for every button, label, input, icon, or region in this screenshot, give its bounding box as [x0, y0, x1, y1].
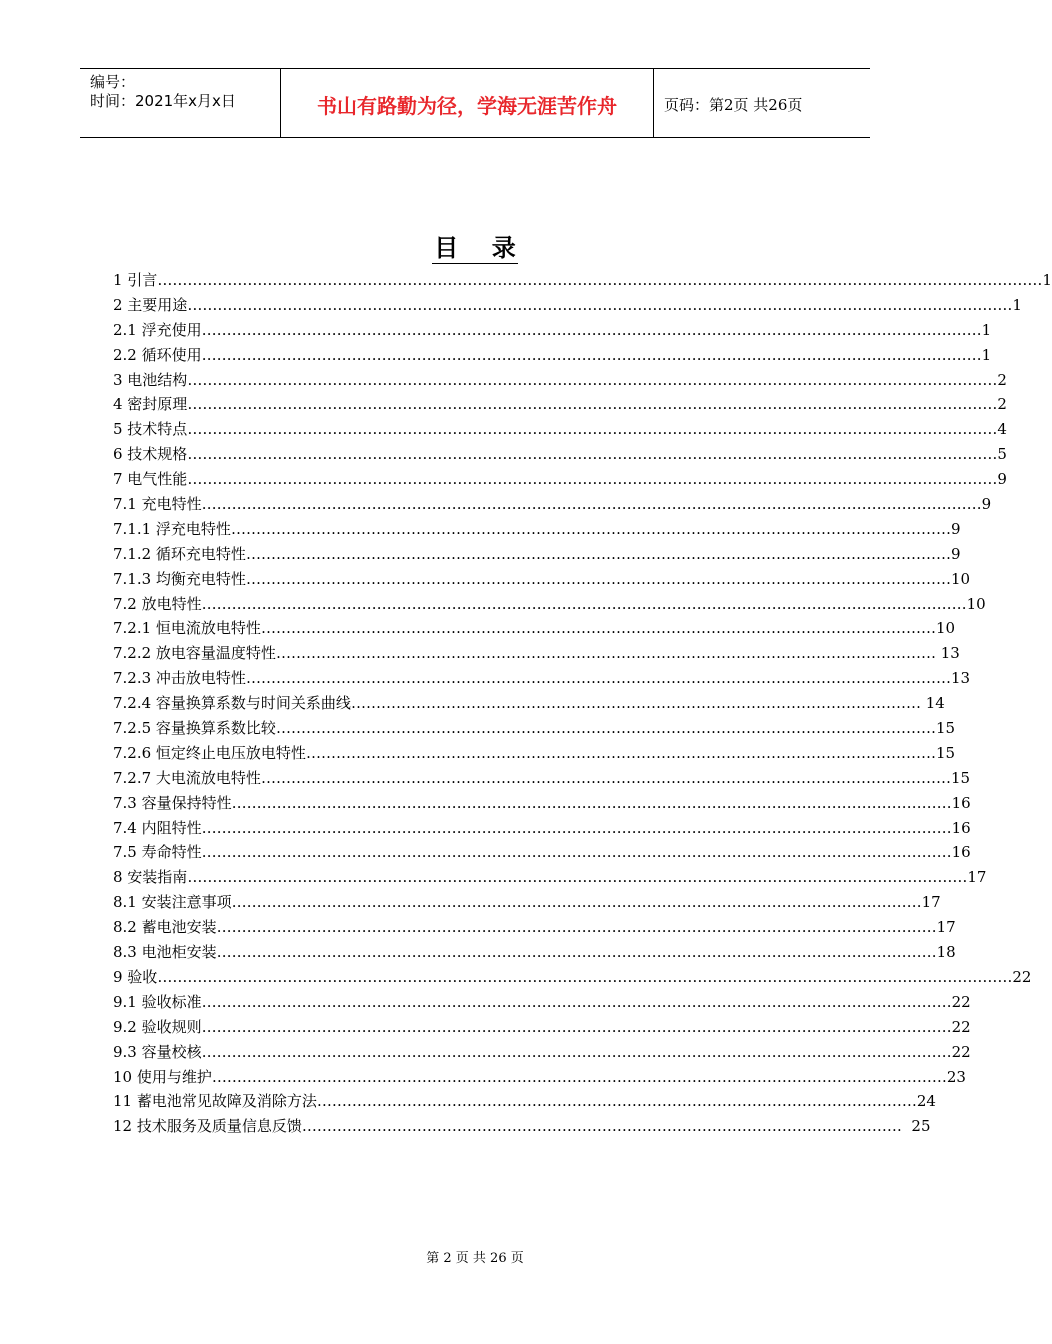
toc-entry[interactable] — [113, 691, 945, 716]
toc-entry-leader: ……………………………………………………………………………………………………………………………… — [230, 519, 951, 538]
toc-entry[interactable] — [113, 865, 987, 890]
toc-entry-page: 9 — [997, 470, 1007, 489]
toc-entry[interactable] — [113, 990, 971, 1015]
toc-title: 目 录 — [434, 234, 516, 262]
toc-entry[interactable] — [113, 741, 956, 766]
toc-entry-leader: ……………………………………………………………………………………………………………………………………………… — [187, 420, 998, 439]
header-number-label: 编号： — [90, 73, 136, 91]
toc-entry-leader: ……………………………………………………………………………………………………………………………………… — [201, 594, 967, 613]
toc-entry-label: 8.3 电池柜安装 — [113, 943, 217, 962]
toc-entry-page: 9 — [950, 519, 961, 538]
toc-entry-page: 15 — [950, 768, 971, 787]
toc-entry-leader: …………………………………………………………………………………………………………………………………… — [201, 818, 952, 837]
toc-entry-leader: …………………………………………………………………………………………………………………………………… — [201, 843, 952, 862]
toc-entry-label: 9.3 容量校核 — [113, 1042, 202, 1061]
toc-entry-label: 3 电池结构 — [113, 370, 188, 389]
toc-entry-label: 7.2.6 恒定终止电压放电特性 — [113, 743, 306, 762]
toc-entry-label: 8 安装指南 — [113, 868, 188, 887]
toc-entry-page: 15 — [935, 719, 956, 738]
toc-entry[interactable] — [113, 417, 1007, 442]
toc-list — [113, 268, 1052, 1139]
toc-entry-page: 22 — [1012, 967, 1032, 986]
toc-entry-page: 22 — [951, 1017, 971, 1036]
toc-entry-label: 7.2.1 恒电流放电特性 — [113, 619, 261, 638]
toc-entry[interactable] — [113, 1114, 931, 1139]
toc-entry[interactable] — [113, 1040, 971, 1065]
toc-entry-leader: ……………………………………………………………………………………………………………………………… — [231, 793, 952, 812]
toc-entry-label: 11 蓄电池常见故障及消除方法 — [113, 1092, 317, 1111]
toc-entry-leader: ………………………………………………………………………………………………………………………………………… — [201, 345, 982, 364]
toc-entry-leader: …………………………………………………………………………………………………………………… — [275, 719, 936, 738]
toc-entry-label: 7 电气性能 — [113, 470, 188, 489]
header-page-label: 页码：第2页 共26页 — [664, 95, 803, 114]
toc-entry[interactable] — [113, 467, 1007, 492]
toc-entry-leader: ……………………………………………………………………………………………………………………………………………… — [187, 370, 998, 389]
toc-entry-page: 16 — [951, 843, 971, 862]
toc-entry-page: 22 — [951, 992, 971, 1011]
toc-entry-leader: …………………………………………………………………………………………………………………………………… — [201, 992, 952, 1011]
toc-entry[interactable] — [113, 840, 971, 865]
toc-entry-label: 12 技术服务及质量信息反馈 — [113, 1117, 302, 1136]
toc-entry[interactable] — [113, 791, 971, 816]
toc-entry-page: 1 — [1042, 271, 1052, 289]
toc-entry-leader: ………………………………………………………………………………………………………… — [301, 1117, 902, 1136]
toc-entry[interactable] — [113, 517, 961, 542]
toc-entry-leader: …………………………………………………………………………………………………………………………………………………………… — [157, 271, 1043, 289]
toc-entry-label: 2.1 浮充使用 — [113, 320, 202, 339]
toc-entry-label: 9.2 验收规则 — [113, 1017, 202, 1036]
toc-entry-page: 25 — [901, 1117, 931, 1136]
toc-entry[interactable] — [113, 890, 941, 915]
toc-title-wrap — [0, 228, 950, 263]
toc-entry-page: 1 — [1012, 295, 1022, 314]
toc-entry-label: 2.2 循环使用 — [113, 345, 202, 364]
toc-entry[interactable] — [113, 492, 992, 517]
toc-entry-label: 5 技术特点 — [113, 420, 188, 439]
toc-entry-label: 9.1 验收标准 — [113, 992, 202, 1011]
toc-entry-page: 2 — [997, 395, 1007, 414]
page-footer: 第 2 页 共 26 页 — [426, 1251, 524, 1266]
toc-entry-label: 9 验收 — [113, 967, 158, 986]
toc-entry-label: 4 密封原理 — [113, 395, 188, 414]
toc-entry-label: 7.2.5 容量换算系数比较 — [113, 719, 276, 738]
toc-entry-leader: ………………………………………………………………………………………………………………………………………… — [201, 495, 982, 514]
toc-entry-label: 7.2.2 放电容量温度特性 — [113, 644, 276, 663]
toc-entry[interactable] — [113, 816, 971, 841]
toc-entry-leader: …………………………………………………………………………………………………………………………… — [245, 544, 951, 563]
toc-entry[interactable] — [113, 1089, 936, 1114]
toc-entry-label: 7.1 充电特性 — [113, 495, 202, 514]
toc-entry-page: 1 — [981, 320, 992, 339]
toc-entry-leader: ……………………………………………………………………………………………………………………………………………………… — [157, 967, 1013, 986]
toc-entry[interactable] — [113, 392, 1007, 417]
toc-entry[interactable] — [113, 716, 956, 741]
toc-entry-leader: ………………………………………………………………………………………………………………………………………… — [201, 320, 982, 339]
header-meta — [80, 69, 281, 137]
toc-entry-label: 7.3 容量保持特性 — [113, 793, 232, 812]
toc-entry-leader: ……………………………………………………………………………………………………………………………… — [216, 943, 937, 962]
toc-entry-label: 7.2.4 容量换算系数与时间关系曲线 — [113, 694, 351, 713]
toc-entry-label: 7.2.3 冲击放电特性 — [113, 669, 246, 688]
toc-entry-page: 15 — [935, 743, 956, 762]
toc-entry-page: 10 — [935, 619, 956, 638]
toc-entry-leader: ……………………………………………………………………………………………………………………………………………… — [187, 470, 998, 489]
toc-entry[interactable] — [113, 641, 960, 666]
toc-entry[interactable] — [113, 666, 971, 691]
toc-entry-page: 1 — [981, 345, 992, 364]
toc-entry[interactable] — [113, 766, 971, 791]
toc-entry-page: 16 — [951, 793, 971, 812]
toc-entry-leader: ……………………………………………………………………………………………………………………………………………… — [187, 445, 998, 464]
toc-entry[interactable] — [113, 1015, 971, 1040]
toc-entry[interactable] — [113, 542, 961, 567]
toc-entry-page: 13 — [950, 669, 971, 688]
toc-entry-page: 10 — [950, 569, 971, 588]
toc-entry-page: 13 — [935, 644, 960, 663]
toc-entry-page: 14 — [920, 694, 945, 713]
toc-entry-leader: ………………………………………………………………………………………………………………………… — [260, 768, 951, 787]
toc-entry-page: 23 — [946, 1067, 966, 1086]
toc-entry-label: 8.1 安装注意事项 — [113, 893, 232, 912]
toc-entry[interactable] — [113, 442, 1007, 467]
toc-entry-leader: ……………………………………………………………………………………………………………………………… — [216, 918, 937, 937]
toc-entry-leader: ………………………………………………………………………………………………………………………………… — [211, 1067, 947, 1086]
toc-entry[interactable] — [113, 293, 1022, 318]
toc-entry[interactable] — [113, 592, 986, 617]
toc-entry-page: 22 — [951, 1042, 971, 1061]
header-motto: 书山有路勤为径，学海无涯苦作舟 — [281, 69, 654, 137]
toc-entry-page: 17 — [921, 893, 941, 912]
toc-entry-page: 24 — [916, 1092, 936, 1111]
toc-entry-page: 16 — [951, 818, 971, 837]
toc-entry-leader: ………………………………………………………………………………………………………………………… — [231, 893, 922, 912]
toc-entry-label: 7.2 放电特性 — [113, 594, 202, 613]
toc-entry-label: 1 引言 — [113, 271, 158, 289]
toc-entry-leader: …………………………………………………………………………………………………………………………… — [245, 669, 951, 688]
toc-entry[interactable] — [113, 268, 1052, 293]
toc-entry-page: 9 — [981, 495, 992, 514]
toc-entry[interactable] — [113, 915, 956, 940]
toc-entry-label: 7.1.3 均衡充电特性 — [113, 569, 246, 588]
toc-entry-label: 7.4 内阻特性 — [113, 818, 202, 837]
toc-entry-leader: ……………………………………………………………………………………………………………………………………………… — [187, 395, 998, 414]
toc-entry-page: 9 — [950, 544, 961, 563]
toc-entry-page: 2 — [997, 370, 1007, 389]
toc-entry-label: 6 技术规格 — [113, 445, 188, 464]
toc-entry-leader: …………………………………………………………………………………………………………………………… — [245, 569, 951, 588]
toc-entry-page: 18 — [936, 943, 956, 962]
toc-entry-leader: …………………………………………………………………………………………………… — [350, 694, 921, 713]
toc-entry-label: 7.1.1 浮充电特性 — [113, 519, 231, 538]
toc-entry-leader: …………………………………………………………………………………………………………………………………… — [201, 1042, 952, 1061]
toc-entry[interactable] — [113, 965, 1032, 990]
toc-entry[interactable] — [113, 1065, 966, 1090]
toc-entry[interactable] — [113, 343, 992, 368]
toc-entry-page: 10 — [966, 594, 986, 613]
toc-entry-leader: …………………………………………………………………………………………………………………… — [275, 644, 936, 663]
page-header — [80, 68, 870, 138]
toc-entry-page: 17 — [936, 918, 956, 937]
toc-entry-label: 7.2.7 大电流放电特性 — [113, 768, 261, 787]
toc-entry[interactable] — [113, 368, 1007, 393]
header-date-label: 时间：2021年x月x日 — [90, 92, 236, 110]
toc-entry[interactable] — [113, 940, 956, 965]
toc-entry[interactable] — [113, 616, 956, 641]
toc-entry-label: 2 主要用途 — [113, 295, 188, 314]
toc-entry-leader: ………………………………………………………………………………………………………………………………………… — [187, 868, 968, 887]
toc-entry-label: 7.1.2 循环充电特性 — [113, 544, 246, 563]
toc-entry-page: 4 — [997, 420, 1007, 439]
toc-entry-page: 17 — [967, 868, 987, 887]
toc-entry-label: 7.5 寿命特性 — [113, 843, 202, 862]
toc-entry[interactable] — [113, 567, 971, 592]
toc-entry[interactable] — [113, 318, 992, 343]
toc-entry-label: 8.2 蓄电池安装 — [113, 918, 217, 937]
toc-entry-leader: …………………………………………………………………………………………………………………………………… — [201, 1017, 952, 1036]
toc-entry-page: 5 — [997, 445, 1007, 464]
toc-entry-label: 10 使用与维护 — [113, 1067, 212, 1086]
toc-entry-leader: ……………………………………………………………………………………………………………………… — [260, 619, 936, 638]
toc-entry-leader: ………………………………………………………………………………………………………… — [316, 1092, 917, 1111]
toc-entry-leader: ………………………………………………………………………………………………………………………………………………… — [187, 295, 1013, 314]
toc-entry-leader: ……………………………………………………………………………………………………………… — [305, 743, 936, 762]
